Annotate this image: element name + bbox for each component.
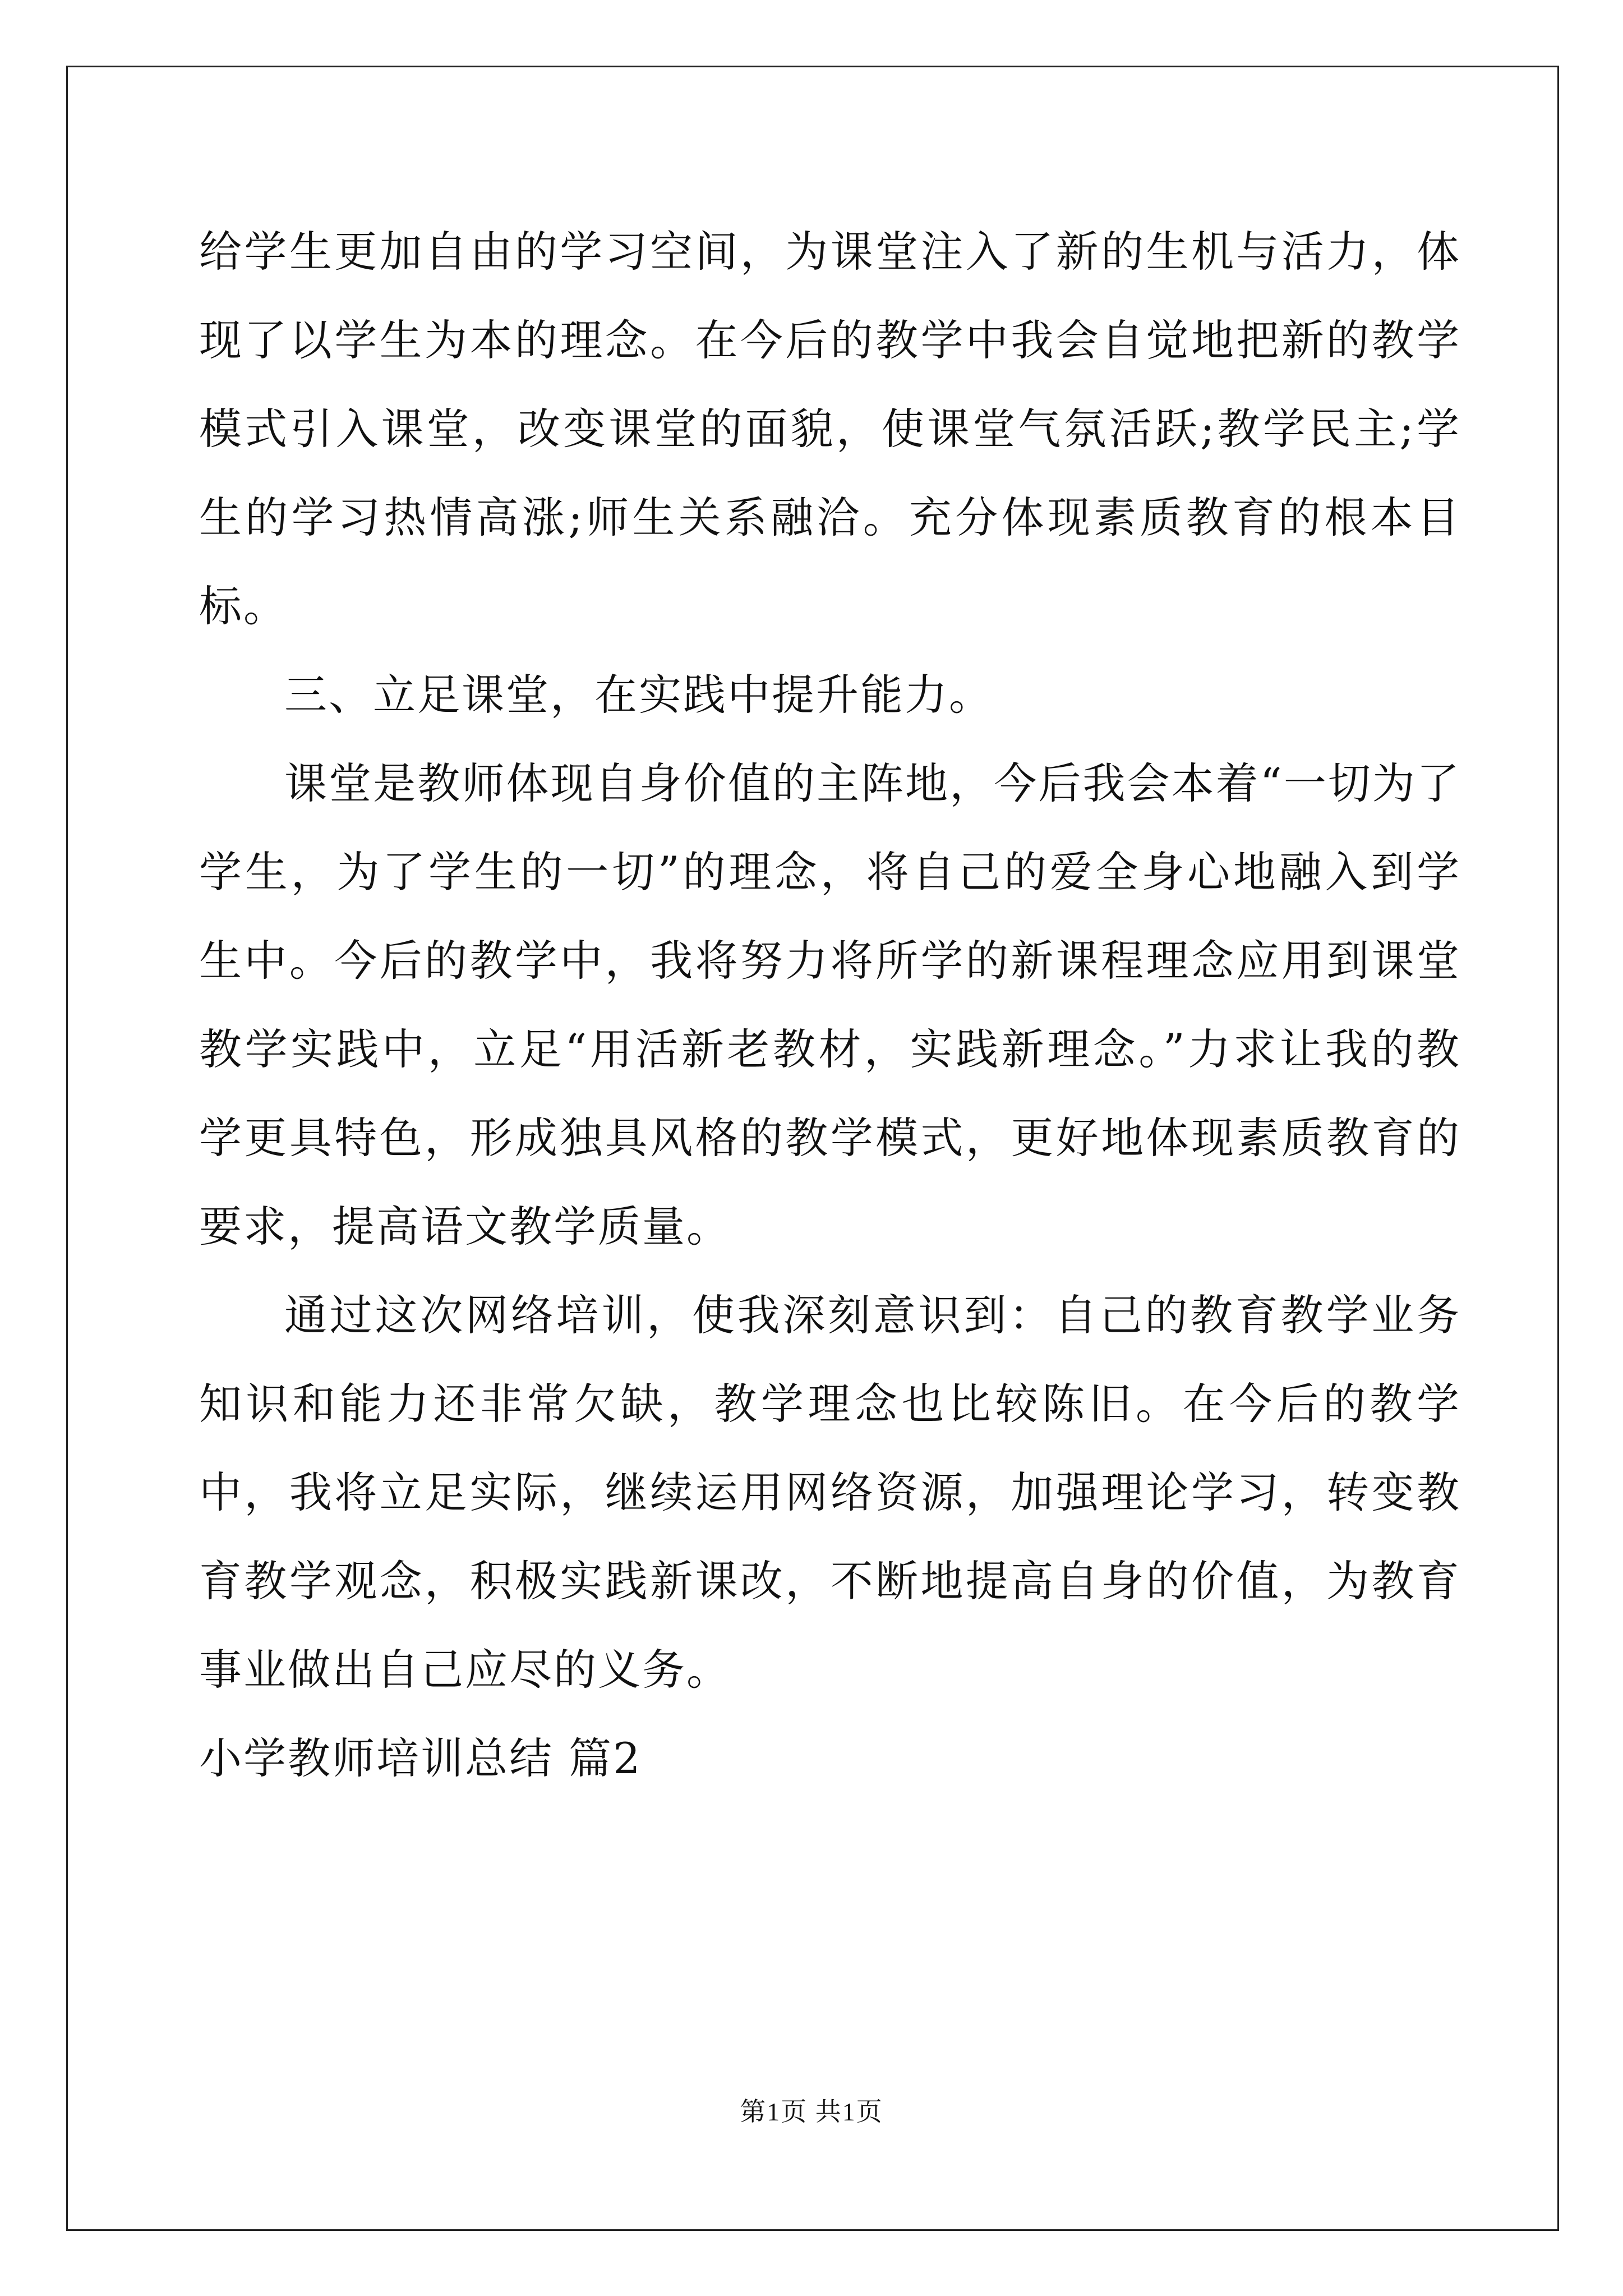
document-body — [199, 208, 1461, 1803]
paragraph-1: 给学生更加自由的学习空间，为课堂注入了新的生机与活力，体现了以学生为本的理念。在今后的教学中我会自觉地把新的教学模式引入课堂，改变课堂的面貌，使课堂气氛活跃;教学民主;学生的学习热情高涨;师生关系融洽。充分体现素质教育的根本目标。 — [199, 227, 1461, 631]
paragraph-2: 课堂是教师体现自身价值的主阵地，今后我会本着“一切为了学生，为了学生的一切”的理念，将自己的爱全身心地融入到学生中。今后的教学中，我将努力将所学的新课程理念应用到课堂教学实践中，立足“用活新老教材，实践新理念。”力求让我的教学更具特色，形成独具风格的教学模式，更好地体现素质教育的要求，提高语文教学质量。 — [199, 758, 1461, 1251]
paragraph-3: 通过这次网络培训，使我深刻意识到：自己的教育教学业务知识和能力还非常欠缺，教学理念也比较陈旧。在今后的教学中，我将立足实际，继续运用网络资源，加强理论学习，转变教育教学观念，积极实践新课改，不断地提高自身的价值，为教育事业做出自己应尽的义务。 — [199, 1290, 1461, 1695]
section-heading-3: 三、立足课堂，在实践中提升能力。 — [284, 670, 993, 720]
next-article-title: 小学教师培训总结 篇2 — [199, 1733, 642, 1783]
page-footer: 第1页 共1页 — [740, 2097, 883, 2126]
